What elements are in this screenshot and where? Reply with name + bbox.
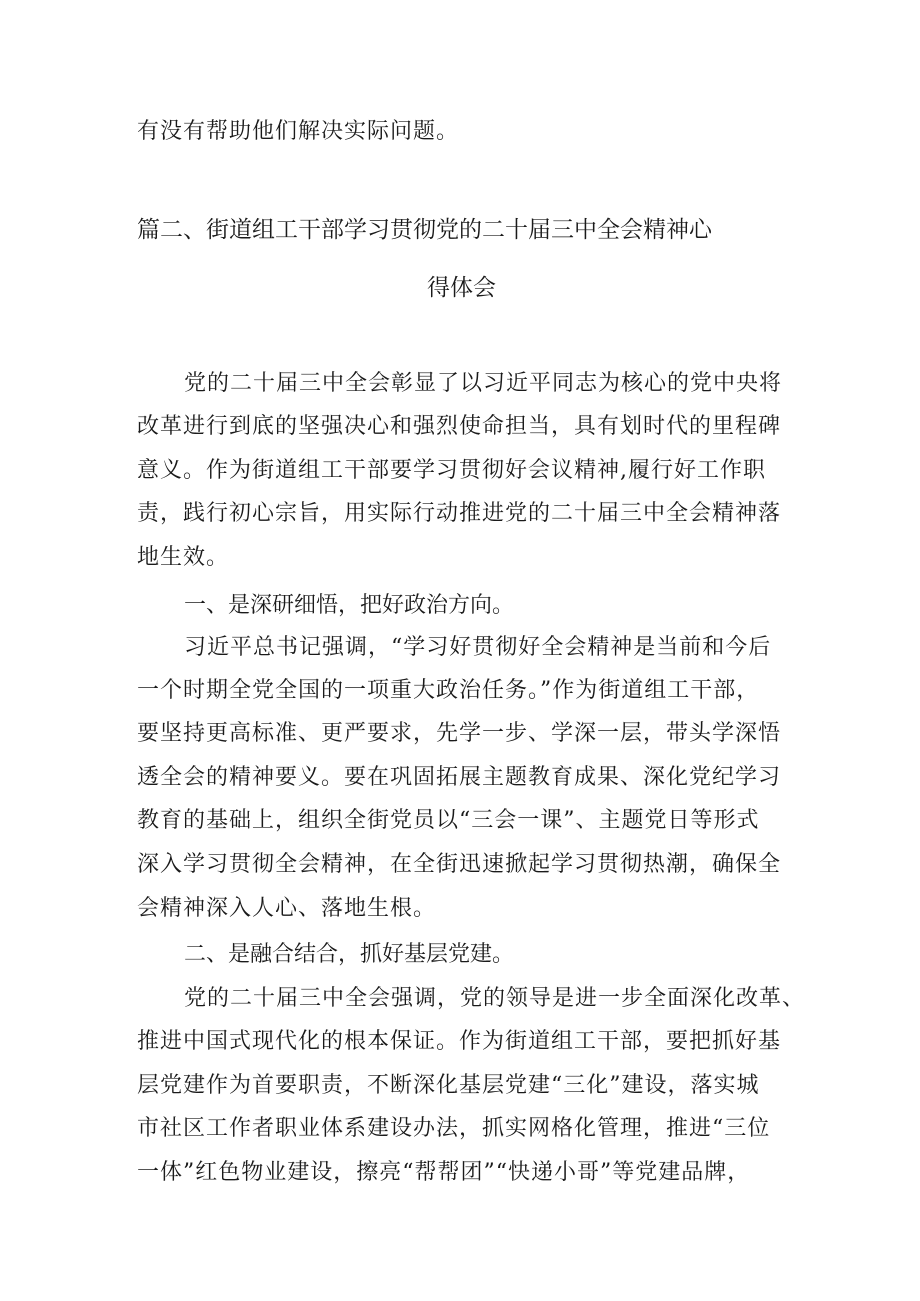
section-2-line-1: 党的二十届三中全会强调，党的领导是进一步全面深化改革、 [184, 986, 806, 1011]
section-1-line-3: 要坚持更高标准、更严要求，先学一步、学深一层，带头学深悟 [137, 721, 782, 746]
article-title-line-1: 篇二、街道组工干部学习贯彻党的二十届三中全会精神心 [137, 217, 712, 243]
section-1-line-7: 会精神深入人心、落地生根。 [137, 896, 437, 921]
intro-line-2: 改革进行到底的坚强决心和强烈使命担当，具有划时代的里程碑 [137, 414, 782, 439]
section-1-line-2: 一个时期全党全国的一项重大政治任务。”作为街道组工干部， [137, 678, 760, 703]
intro-line-1: 党的二十届三中全会彰显了以习近平同志为核心的党中央将 [184, 371, 783, 396]
section-1-line-4: 透全会的精神要义。要在巩固拓展主题教育成果、深化党纪学习 [137, 765, 782, 790]
section-2-heading: 二、是融合结合，抓好基层党建。 [184, 942, 515, 967]
section-2-line-2: 推进中国式现代化的根本保证。作为街道组工干部，要把抓好基 [137, 1029, 782, 1054]
section-1-line-5: 教育的基础上，组织全街党员以“三会一课”、主题党日等形式 [137, 808, 760, 833]
section-1-heading: 一、是深研细悟，把好政治方向。 [184, 593, 515, 618]
section-1-line-1: 习近平总书记强调，“学习好贯彻好全会精神是当前和今后 [184, 635, 772, 660]
intro-line-4: 责，践行初心宗旨，用实际行动推进党的二十届三中全会精神落 [137, 501, 782, 526]
carryover-line: 有没有帮助他们解决实际问题。 [137, 119, 460, 144]
article-title-line-2: 得体会 [427, 275, 496, 301]
section-2-line-4: 市社区工作者职业体系建设办法，抓实网格化管理，推进“三位 [137, 1116, 771, 1141]
section-1-line-6: 深入学习贯彻全会精神，在全街迅速掀起学习贯彻热潮，确保全 [137, 852, 782, 877]
intro-line-5: 地生效。 [137, 545, 230, 570]
section-2-line-3: 层党建作为首要职责，不断深化基层党建“三化”建设，落实城 [137, 1073, 760, 1098]
section-2-line-5: 一体”红色物业建设，擦亮“帮帮团”“快递小哥”等党建品牌， [137, 1160, 751, 1185]
intro-line-3: 意义。作为街道组工干部要学习贯彻好会议精神,履行好工作职 [137, 458, 766, 483]
